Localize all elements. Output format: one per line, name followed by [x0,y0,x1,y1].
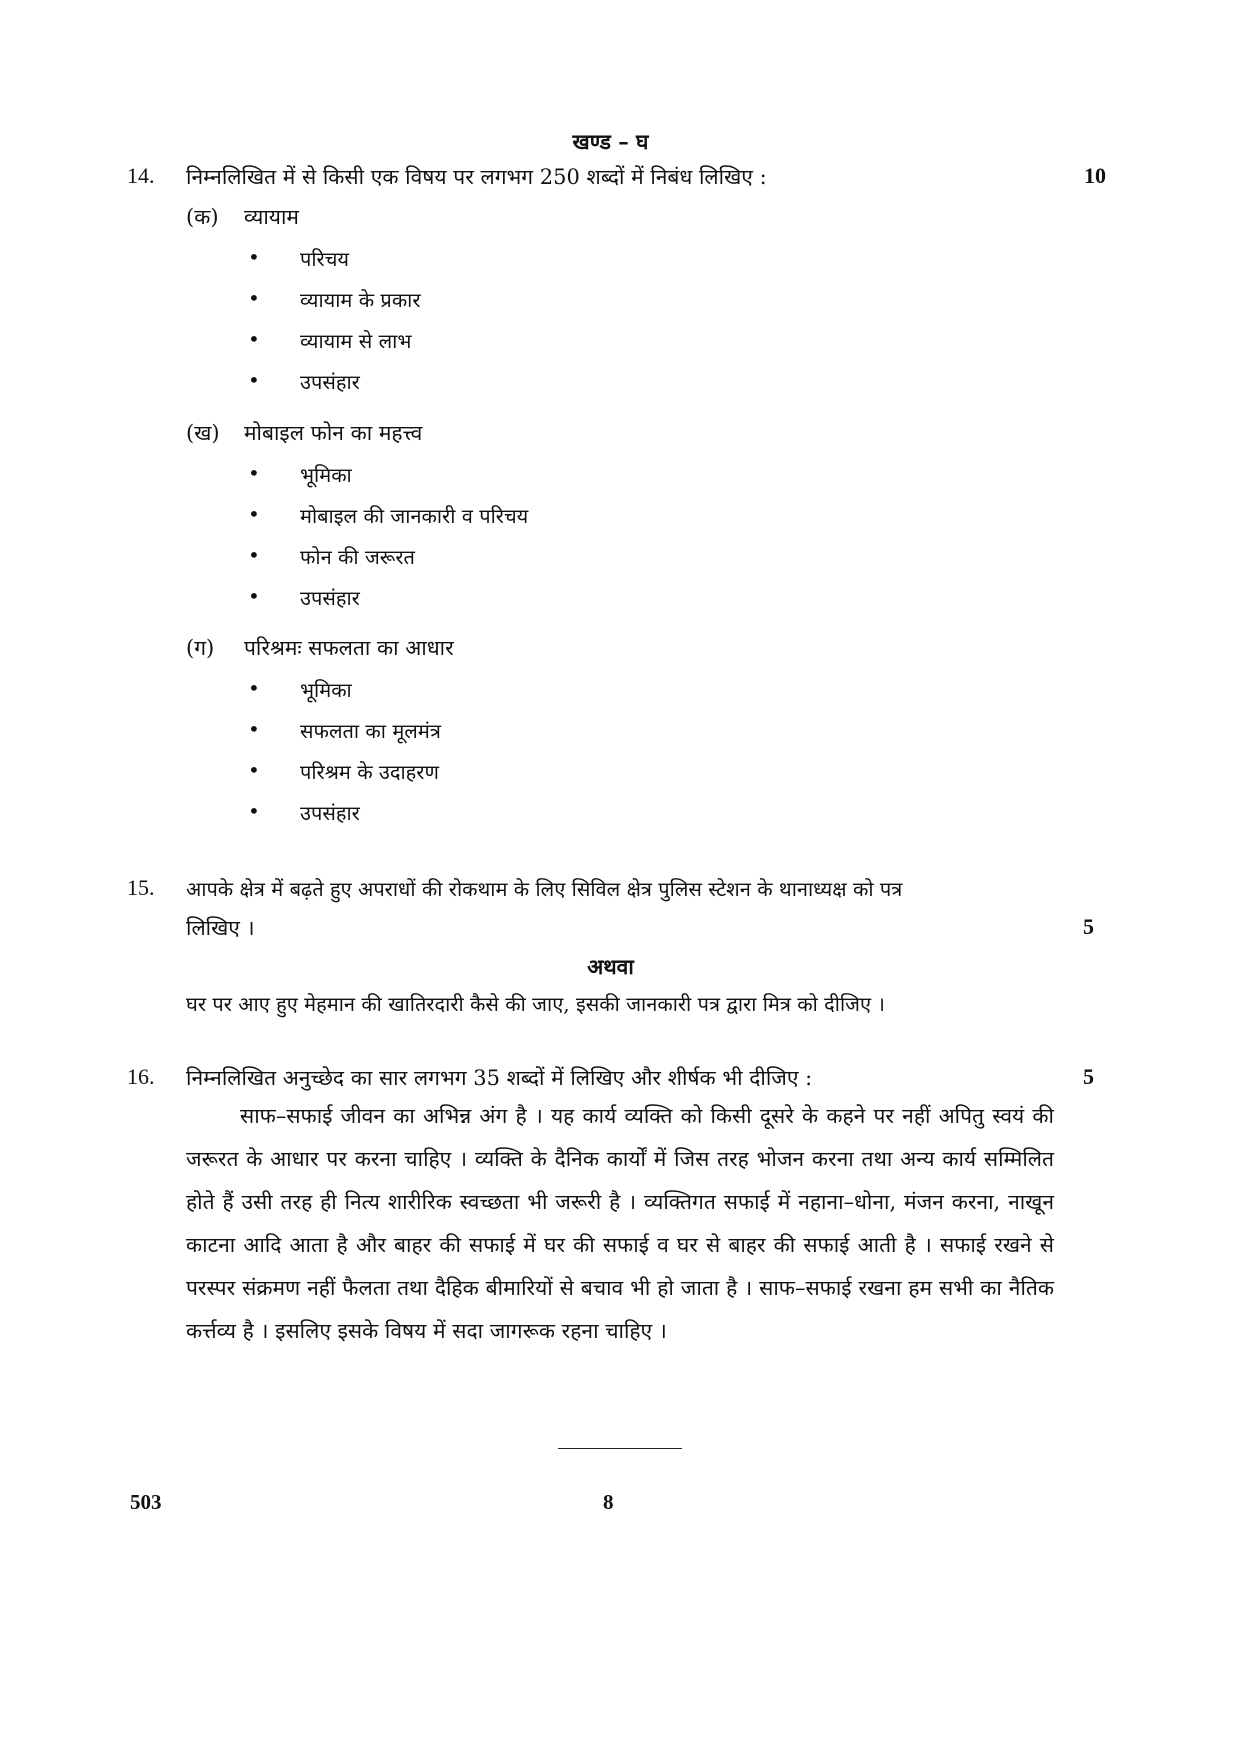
question-15-number: 15. [127,875,155,900]
question-16-marks: 5 [1083,1064,1094,1089]
question-16-text: निम्नलिखित अनुच्छेद का सार लगभग 35 शब्दों में लिखिए और शीर्षक भी दीजिए : [186,1066,813,1090]
question-14-marks: 10 [1084,163,1106,188]
question-15-text-line2: लिखिए । [186,916,255,940]
list-item: भूमिका [300,463,352,487]
bullet-icon: • [248,461,260,485]
list-item: व्यायाम से लाभ [300,329,412,353]
option-ka-title: व्यायाम [244,205,299,229]
question-16-number: 16. [127,1064,155,1089]
option-kha-title: मोबाइल फोन का महत्त्व [244,421,423,445]
paper-code: 503 [130,1490,162,1514]
question-15-text-line1: आपके क्षेत्र में बढ़ते हुए अपराधों की रोकथाम के लिए सिविल क्षेत्र पुलिस स्टेशन के थानाध्यक्ष को पत्र [186,877,903,901]
bullet-icon: • [248,758,260,782]
section-title: खण्ड – घ [572,129,649,154]
option-ga-label: (ग) [186,636,215,660]
bullet-icon: • [248,543,260,567]
list-item: उपसंहार [300,586,360,610]
list-item: भूमिका [300,678,352,702]
bullet-icon: • [248,584,260,608]
end-rule [558,1448,682,1449]
bullet-icon: • [248,286,260,310]
bullet-icon: • [248,368,260,392]
list-item: मोबाइल की जानकारी व परिचय [300,504,529,528]
list-item: फोन की जरूरत [300,545,415,569]
passage: साफ–सफाई जीवन का अभिन्न अंग है । यह कार्य व्यक्ति को किसी दूसरे के कहने पर नहीं अपितु स्वयं की जरूरत के आधार पर करना चाहिए । व्यक्ति के दैनिक कार्यों में जिस तरह भोजन करना तथा अन्य कार्य सम्मिलित होते हैं उसी तरह ही नित्य शारीरिक स्वच्छता भी जरूरी है । व्यक्तिगत सफाई में नहाना–धोना, मंजन करना, नाखून काटना आदि आता है और बाहर की सफाई में घर की सफाई व घर से बाहर की सफाई आती है । सफाई रखने से परस्पर संक्रमण नहीं फैलता तथा दैहिक बीमारियों से बचाव भी हो जाता है । साफ–सफाई रखना हम सभी का नैतिक कर्त्तव्य है । इसलिए इसके विषय में सदा जागरूक रहना चाहिए । [186,1104,1054,1343]
question-15-alternative: घर पर आए हुए मेहमान की खातिरदारी कैसे की जाए, इसकी जानकारी पत्र द्वारा मित्र को दीजिए । [186,992,885,1016]
bullet-icon: • [248,245,260,269]
list-item: उपसंहार [300,801,360,825]
page-number: 8 [603,1490,614,1514]
question-15-marks: 5 [1083,914,1094,939]
list-item: परिचय [300,247,350,271]
option-ga-title: परिश्रमः सफलता का आधार [244,636,454,660]
list-item: व्यायाम के प्रकार [300,288,421,312]
list-item: परिश्रम के उदाहरण [300,760,439,784]
bullet-icon: • [248,676,260,700]
option-kha-label: (ख) [186,421,220,445]
bullet-icon: • [248,799,260,823]
list-item: सफलता का मूलमंत्र [300,719,441,743]
bullet-icon: • [248,327,260,351]
or-label: अथवा [587,954,634,979]
bullet-icon: • [248,717,260,741]
list-item: उपसंहार [300,370,360,394]
bullet-icon: • [248,502,260,526]
option-ka-label: (क) [186,205,219,229]
question-14-text: निम्नलिखित में से किसी एक विषय पर लगभग 250 शब्दों में निबंध लिखिए : [186,165,767,189]
question-14-number: 14. [127,163,155,188]
